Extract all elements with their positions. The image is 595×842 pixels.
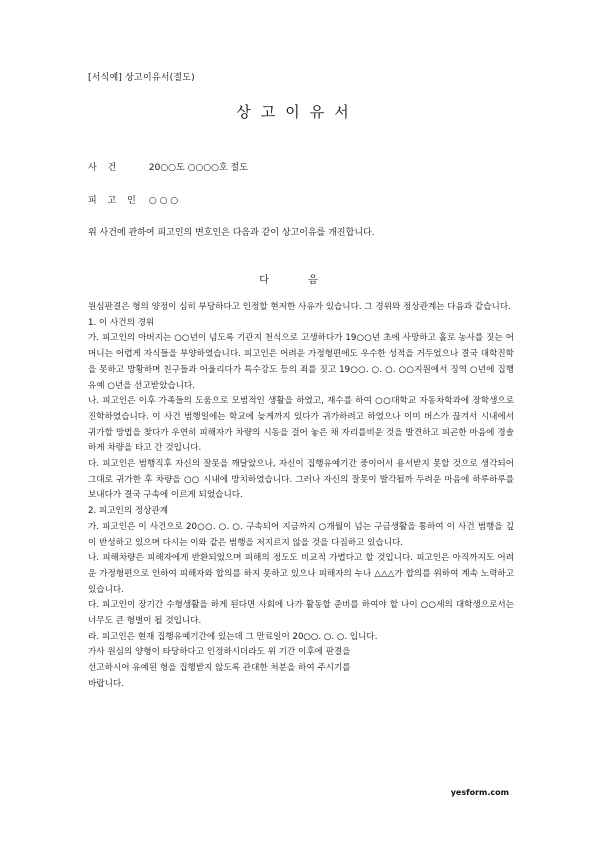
paragraph: 가. 피고인의 아버지는 ○○년이 넘도록 기관지 천식으로 고생하다가 19○○년 초에 사망하고 홀로 농사를 짓는 어머니는 어렵게 자식들을 부양하였습니다. 피고인은 어려운 가정형편에도 우수한 성적을 거두었으나 결국 대학진학을 못하고 방황하며 친구들과 어울리다가 특수강도 등의 죄를 짓고 19○○. ○. ○. ○○지원에서 징역 ○년에 집행유예 ○년을 선고받았습니다. [88, 333, 514, 391]
paragraph: 가사 원심의 양형이 타당하다고 인정하시더라도 위 기간 이후에 판결을 [88, 647, 351, 658]
footer-watermark: yesform.com [450, 788, 509, 797]
defendant-label: 피 고 인 [88, 196, 140, 206]
paragraph: 가. 피고인은 이 사건으로 20○○. ○. ○. 구속되어 지금까지 ○개월이 넘는 구금생활을 통하여 이 사건 범행을 깊이 반성하고 있으며 다시는 이와 같은 범행을 저지르지 않을 것을 다짐하고 있습니다. [88, 521, 514, 548]
section-heading: 다 음 [259, 275, 336, 286]
paragraph: 다. 피고인은 범행직후 자신의 잘못을 깨달았으나, 자신이 집행유예기간 중이어서 용서받지 못할 것으로 생각되어 그대로 귀가한 후 차량을 ○○ 시내에 방치하였습니다. 그러나 자신의 잘못이 발각될까 두려운 마음에 하루하루를 보내다가 결국 구속에 이르게 되었습니다. [88, 459, 514, 501]
paragraph: 원심판결은 형의 양정이 심히 부당하다고 인정할 현저한 사유가 있습니다. 그 경위와 정상관계는 다음과 같습니다. [88, 302, 511, 312]
case-label: 사 건 [88, 163, 121, 173]
paragraph: 나. 피해차량은 피해자에게 반환되었으며 피해의 정도도 비교적 가볍다고 할 것입니다. 피고인은 아직까지도 어려운 가정형편으로 인하여 피해자와 합의를 하지 못하고 있으나 피해자의 누나 △△△가 합의를 위하여 계속 노력하고 있습니다. [88, 553, 514, 595]
body-text [88, 300, 514, 693]
paragraph: 나. 피고인은 이후 가족들의 도움으로 모범적인 생활을 하였고, 재수를 하여 ○○대학교 자동차학과에 장학생으로 진학하였습니다. 이 사건 범행일에는 학교에 늦게까지 있다가 귀가하려고 하였으나 이미 버스가 끊겨서 시내에서 귀가할 방법을 찾다가 우연히 피해자가 차량의 시동을 걸어 놓은 채 자리를비운 것을 발견하고 피곤한 마음에 경솔하게 차량을 타고 간 것입니다. [88, 396, 514, 454]
paragraph: 선고하시어 유예된 형을 집행받지 않도록 관대한 처분을 하여 주시기를 [88, 663, 351, 674]
paragraph: 라. 피고인은 현재 집행유예기간에 있는데 그 만료일이 20○○. ○. ○. 입니다. [88, 631, 378, 642]
intro-text: 위 사건에 관하여 피고인의 변호인은 다음과 같이 상고이유를 개진합니다. [88, 228, 375, 238]
case-value: 20○○도 ○○○○호 절도 [148, 163, 248, 173]
document-title: 상고이유서 [236, 103, 359, 121]
paragraph: 다. 피고인이 장기간 수형생활을 하게 된다면 사회에 나가 활동할 준비를 하여야 할 나이 ○○세의 대학생으로서는 너무도 큰 형벌이 될 것입니다. [88, 600, 514, 627]
case-field [88, 160, 248, 173]
paragraph: 2. 피고인의 정상관계 [88, 506, 169, 517]
paragraph: 바랍니다. [88, 678, 124, 689]
paragraph: 1. 이 사건의 경위 [88, 317, 155, 328]
form-label: [서식예] 상고이유서(절도) [88, 73, 195, 83]
defendant-field [88, 193, 178, 206]
defendant-value: ○ ○ ○ [148, 196, 179, 206]
